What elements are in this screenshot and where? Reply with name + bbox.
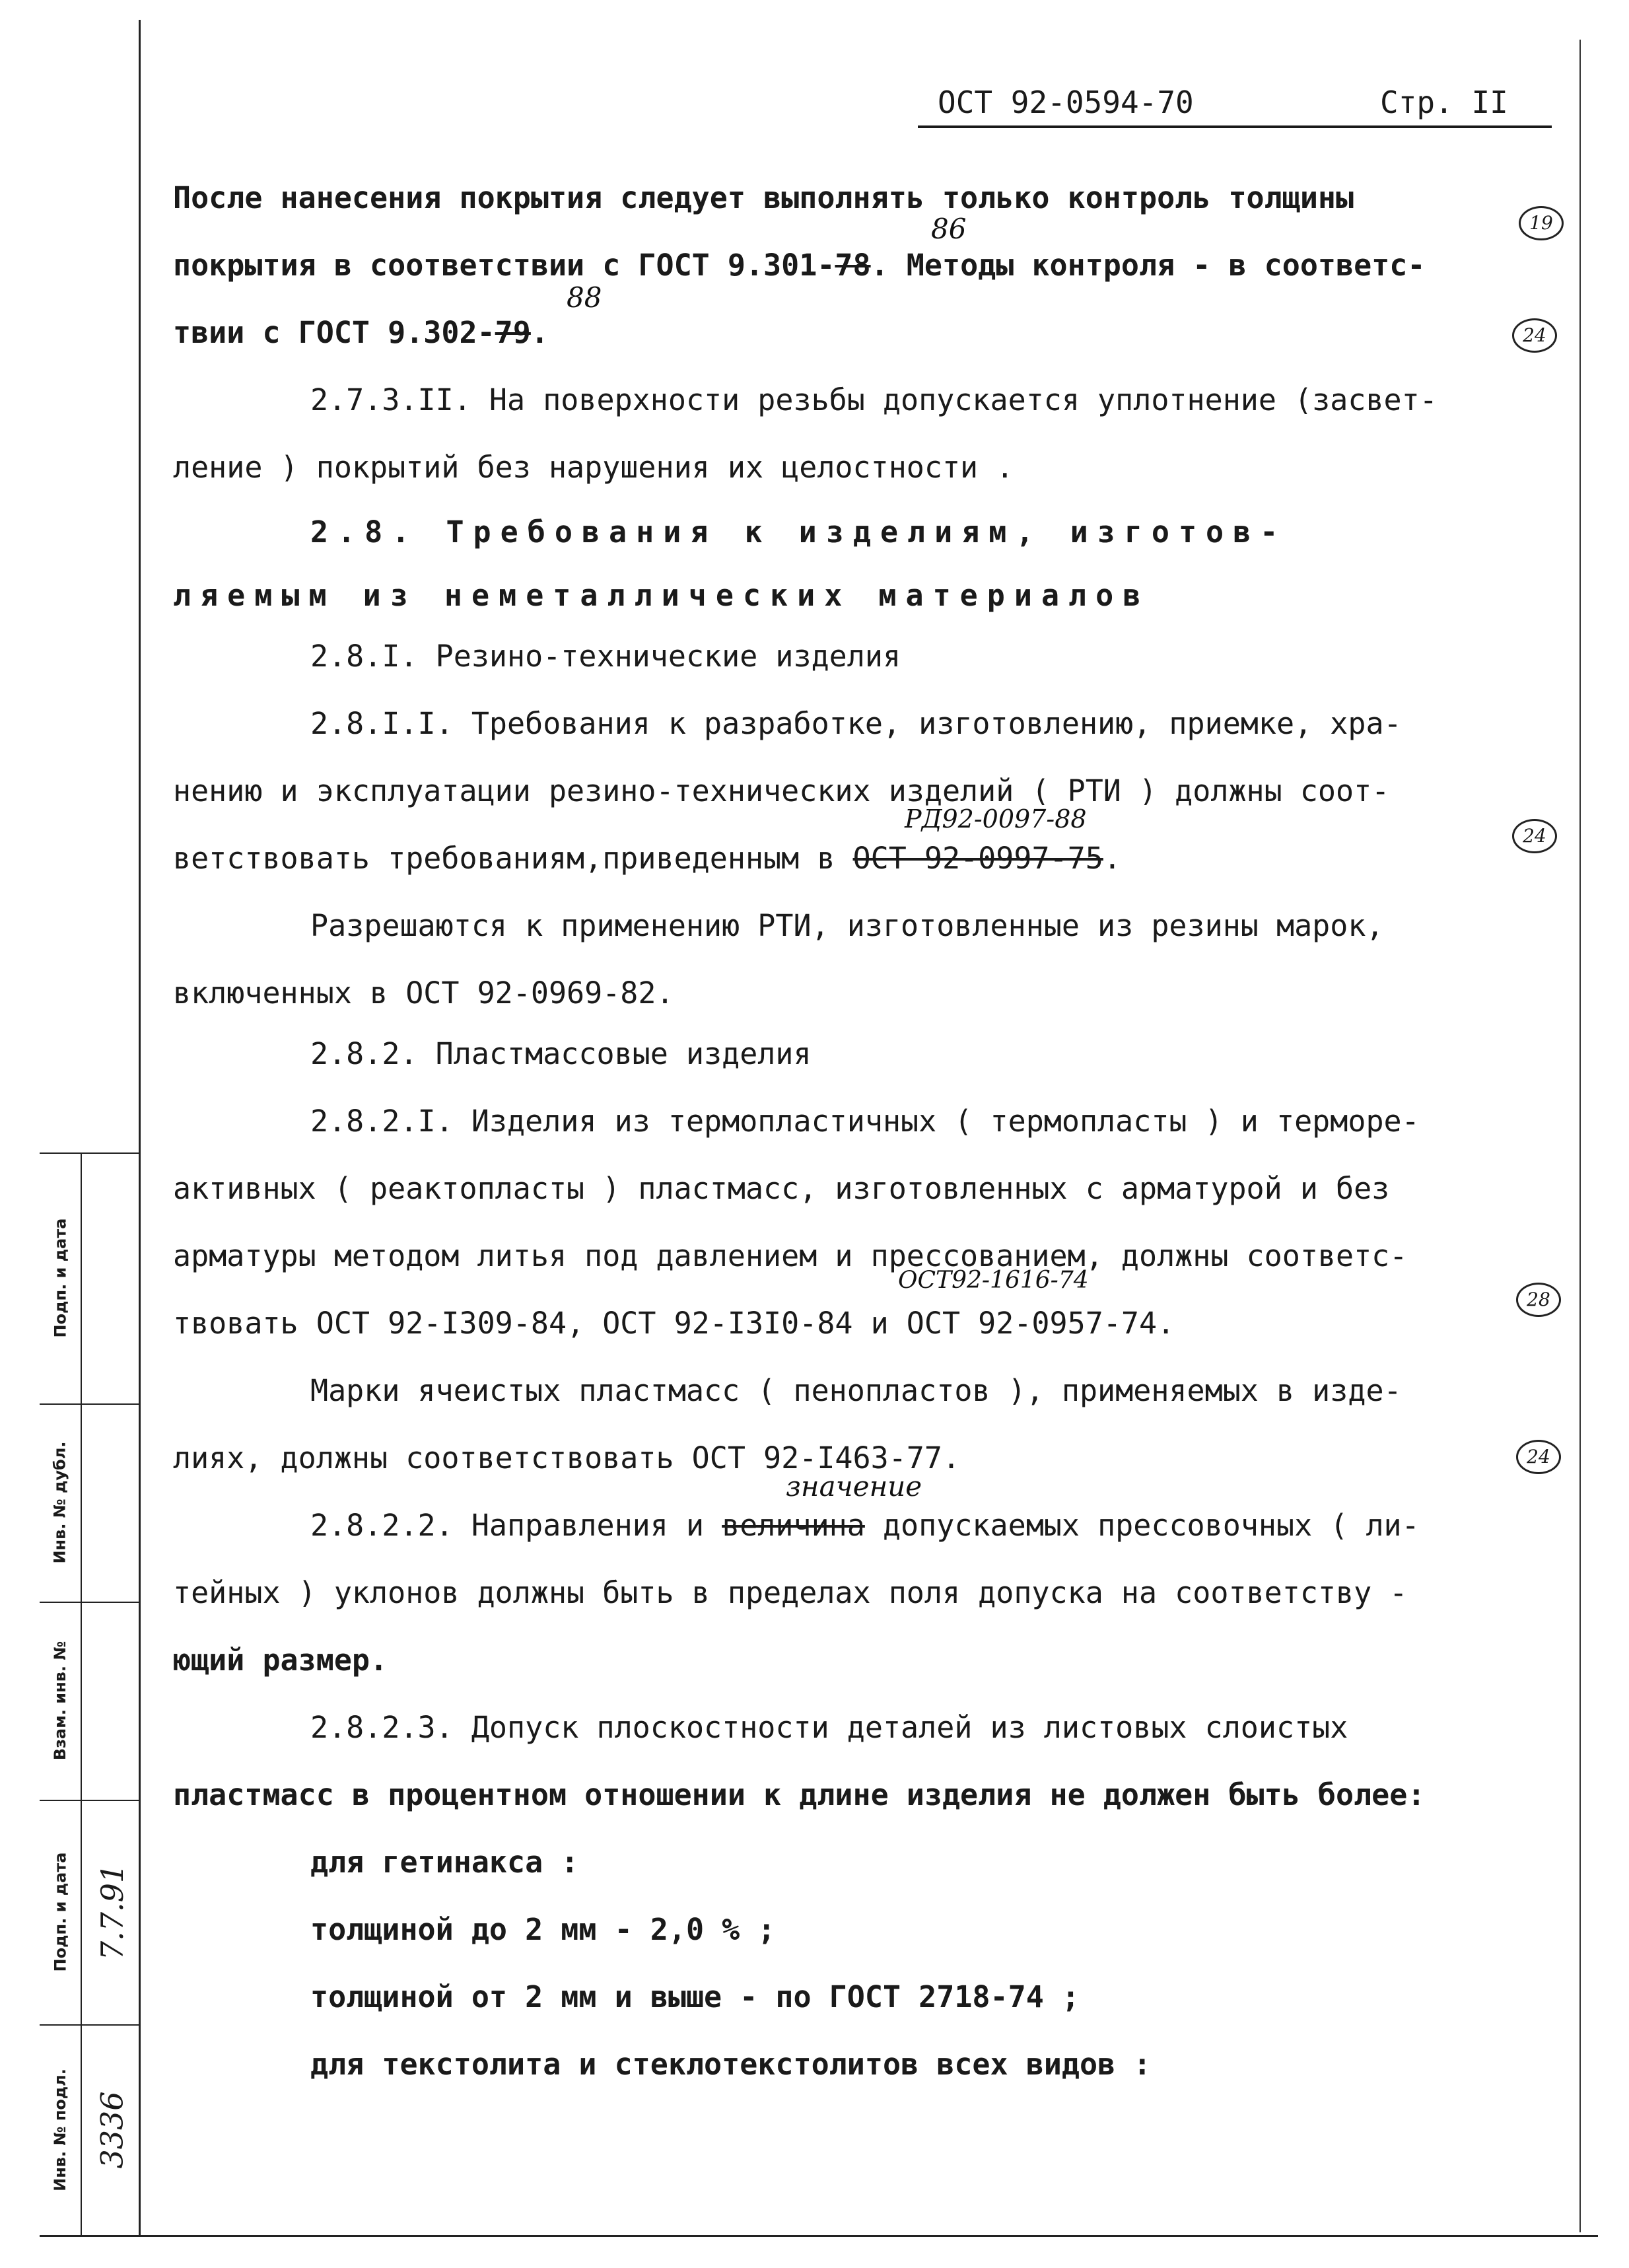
text-line: 2.8.I.I. Требования к разработке, изготовлению, приемке, хра- — [310, 706, 1402, 741]
page-header — [918, 85, 1552, 124]
page-frame-bottom — [40, 2235, 1598, 2237]
section-heading: 2.8. Требования к изделиям, изготов- — [310, 514, 1288, 549]
text-line: ющий размер. — [173, 1643, 388, 1678]
text-line: ветствовать требованиям,приведенным в ОСТ 92-0997-75. — [173, 841, 1121, 876]
text-line: включенных в ОСТ 92-0969-82. — [173, 975, 674, 1010]
page-frame-right — [1579, 40, 1581, 2232]
text-line: После нанесения покрытия следует выполнять только контроль толщины — [173, 180, 1354, 215]
stamp-label: Взам. инв. № — [51, 1641, 69, 1761]
text-line: Марки ячеистых пластмасс ( пенопластов ), применяемых в изде- — [310, 1373, 1402, 1408]
handwritten-correction: 88 — [567, 281, 602, 314]
text-line: твии с ГОСТ 9.302-79. — [173, 315, 549, 350]
header-rule — [918, 125, 1552, 128]
text-line: нению и эксплуатации резино-технических изделий ( РТИ ) должны соот- — [173, 773, 1390, 808]
change-mark: 19 — [1519, 206, 1564, 240]
text-line: для текстолита и стеклотекстолитов всех видов : — [310, 2047, 1152, 2082]
change-mark: 24 — [1512, 318, 1557, 353]
doc-code: ОСТ 92-0594-70 — [938, 85, 1194, 120]
stamp-label: Инв. № дубл. — [51, 1441, 70, 1564]
text-line: 2.8.2.3. Допуск плоскостности деталей из листовых слоистых — [310, 1710, 1348, 1745]
margin-stamp — [40, 1152, 139, 2236]
text-line: активных ( реактопласты ) пластмасс, изготовленных с арматурой и без — [173, 1171, 1390, 1206]
text-line: покрытия в соответствии с ГОСТ 9.301-78. Методы контроля - в соответс- — [173, 248, 1426, 283]
handwritten-correction: значение — [786, 1470, 922, 1503]
change-mark: 28 — [1516, 1283, 1561, 1317]
text-line: 2.8.2.2. Направления и величина допускаемых пресcовочных ( ли- — [310, 1508, 1420, 1543]
text-line: толщиной до 2 мм - 2,0 % ; — [310, 1912, 776, 1947]
text-line: ление ) покрытий без нарушения их целостности . — [173, 450, 1014, 485]
text-line: арматуры методом литья под давлением и прессованием, должны соответс- — [173, 1238, 1408, 1273]
text-line: твовать ОСТ 92-I309-84, ОСТ 92-I3I0-84 и ОСТ 92-0957-74. — [173, 1306, 1175, 1341]
stamp-handwritten-date: 7.7.91 — [94, 1863, 130, 1961]
handwritten-correction: РД92-0097-88 — [905, 804, 1087, 833]
text-line: тейных ) уклонов должны быть в пределах поля допуска на соответству - — [173, 1575, 1408, 1610]
stamp-label: Инв. № подл. — [51, 2069, 69, 2191]
handwritten-correction: ОСТ92-1616-74 — [898, 1267, 1089, 1294]
text-line: Разрешаются к применению РТИ, изготовленные из резины марок, — [310, 908, 1384, 943]
page-frame-left — [139, 20, 141, 2236]
stamp-handwritten-inventory: 3336 — [94, 2091, 131, 2169]
section-heading: ляемым из неметаллических материалов — [173, 578, 1150, 613]
text-line: пластмасс в процентном отношении к длине изделия не должен быть более: — [173, 1777, 1426, 1812]
stamp-label: Подп. и дата — [51, 1852, 69, 1972]
stamp-label: Подп. и дата — [51, 1218, 69, 1338]
handwritten-correction: 86 — [931, 213, 967, 245]
text-line: 2.8.2.I. Изделия из термопластичных ( термопласты ) и терморе- — [310, 1104, 1420, 1139]
text-line: толщиной от 2 мм и выше - по ГОСТ 2718-74 ; — [310, 1979, 1080, 2014]
page-number: Стр. II — [1380, 85, 1508, 120]
text-line: лиях, должны соответствовать ОСТ 92-I463-77. — [173, 1440, 961, 1475]
subsection-heading: 2.8.2. Пластмассовые изделия — [310, 1036, 812, 1071]
change-mark: 24 — [1516, 1440, 1561, 1474]
change-mark: 24 — [1512, 819, 1557, 853]
text-line: 2.7.3.II. На поверхности резьбы допускается уплотнение (засвет- — [310, 382, 1438, 417]
subsection-heading: 2.8.I. Резино-технические изделия — [310, 639, 901, 674]
text-line: для гетинакса : — [310, 1845, 579, 1880]
